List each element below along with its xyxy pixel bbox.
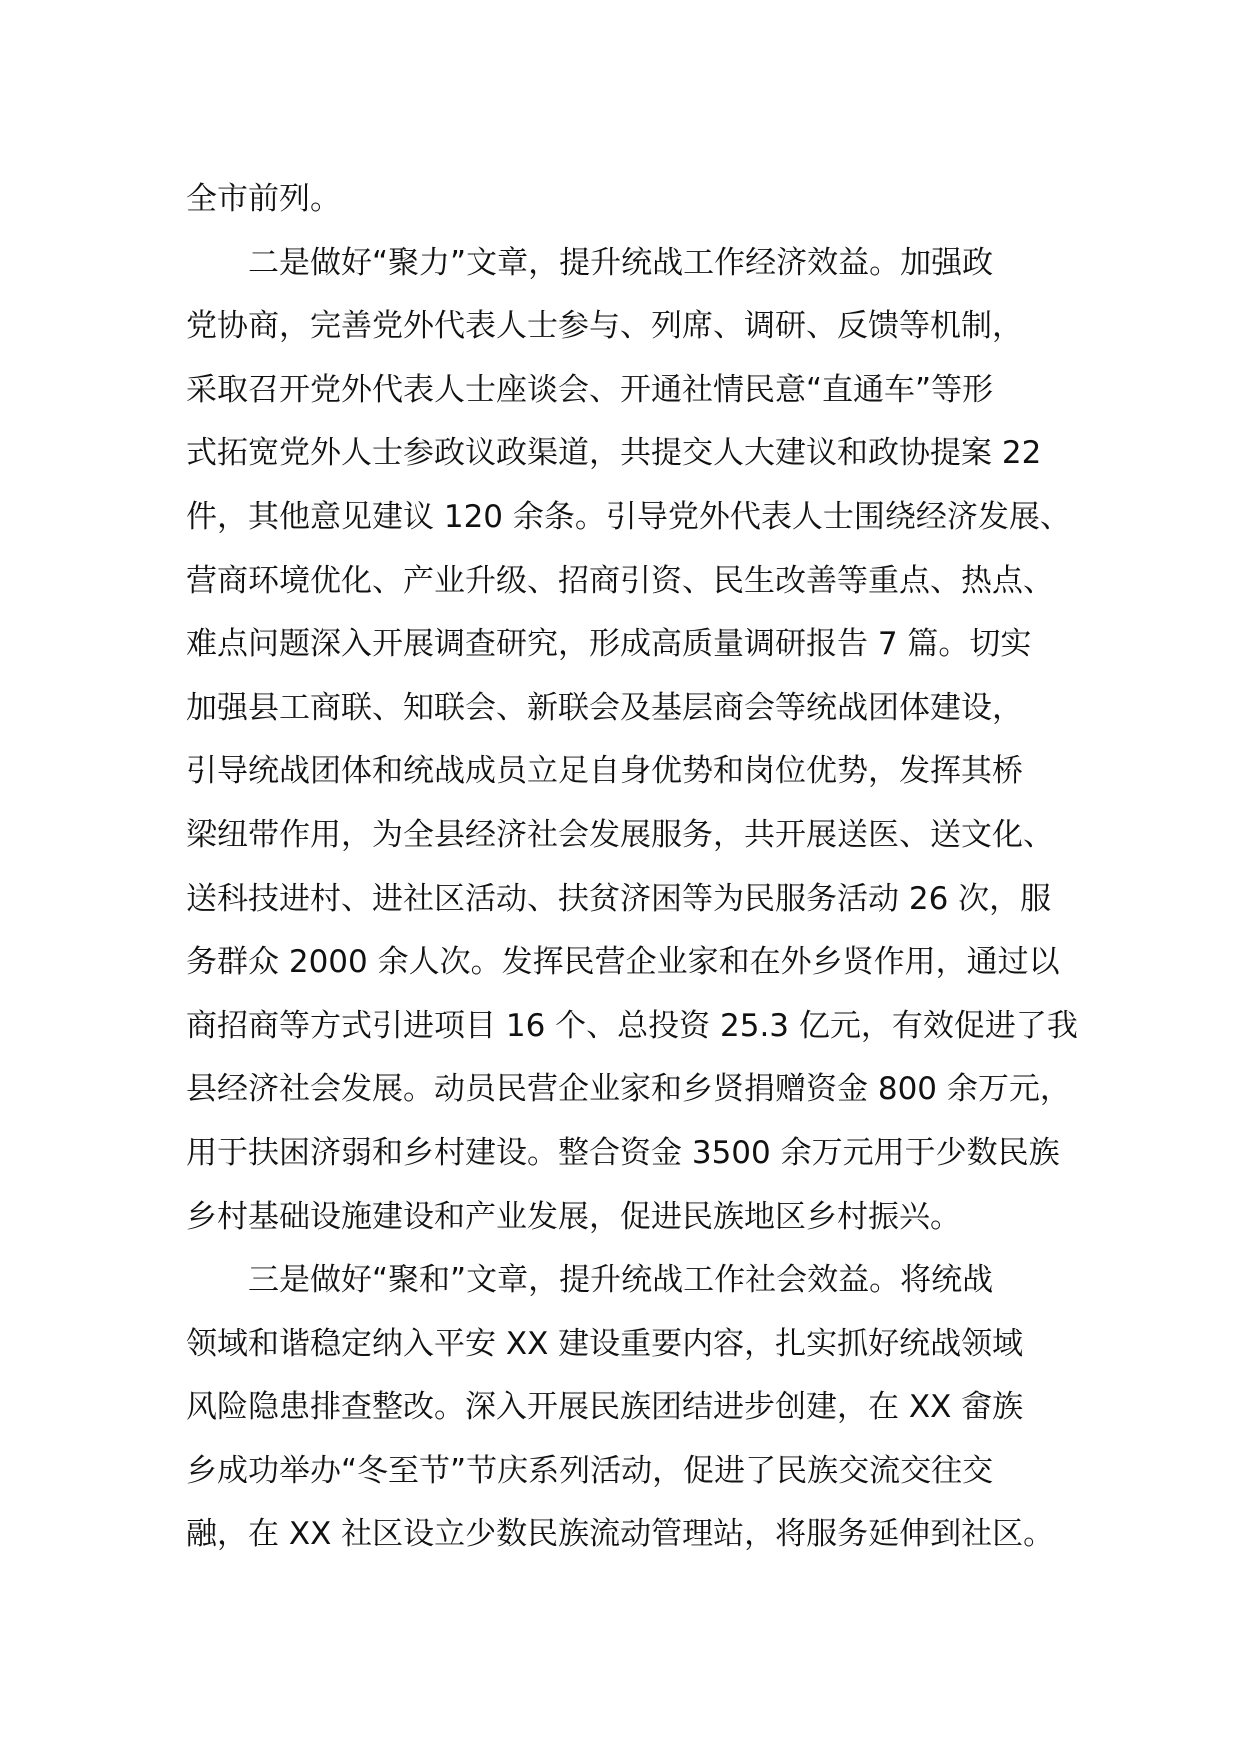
text-line: 党协商，完善党外代表人士参与、列席、调研、反馈等机制， xyxy=(186,308,1023,345)
text-line: 采取召开党外代表人士座谈会、开通社情民意“直通车”等形 xyxy=(186,371,994,408)
text-line: 难点问题深入开展调查研究，形成高质量调研报告 7 篇。切实 xyxy=(186,626,1032,663)
text-line: 二是做好“聚力”文章，提升统战工作经济效益。加强政 xyxy=(248,244,994,281)
document-body xyxy=(186,168,1086,1567)
text-line: 商招商等方式引进项目 16 个、总投资 25.3 亿元，有效促进了我 xyxy=(186,1007,1078,1044)
text-line: 营商环境优化、产业升级、招商引资、民生改善等重点、热点、 xyxy=(186,562,1054,599)
text-line: 引导统战团体和统战成员立足自身优势和岗位优势，发挥其桥 xyxy=(186,753,1023,790)
text-line: 务群众 2000 余人次。发挥民营企业家和在外乡贤作用，通过以 xyxy=(186,944,1060,981)
text-line: 全市前列。 xyxy=(186,181,341,217)
text-line: 加强县工商联、知联会、新联会及基层商会等统战团体建设， xyxy=(186,689,1023,726)
text-line: 件，其他意见建议 120 余条。引导党外代表人士围绕经济发展、 xyxy=(186,498,1071,535)
text-line: 领域和谐稳定纳入平安 XX 建设重要内容，扎实抓好统战领域 xyxy=(186,1325,1024,1362)
text-line: 乡成功举办“冬至节”节庆系列活动，促进了民族交流交往交 xyxy=(186,1452,994,1489)
text-line: 送科技进村、进社区活动、扶贫济困等为民服务活动 26 次，服 xyxy=(186,880,1052,917)
text-line: 梁纽带作用，为全县经济社会发展服务，共开展送医、送文化、 xyxy=(186,816,1054,853)
text-line: 县经济社会发展。动员民营企业家和乡贤捐赠资金 800 余万元， xyxy=(186,1071,1071,1108)
text-line: 乡村基础设施建设和产业发展，促进民族地区乡村振兴。 xyxy=(186,1198,961,1235)
text-line: 式拓宽党外人士参政议政渠道，共提交人大建议和政协提案 22 xyxy=(186,435,1042,472)
paragraph-second-point xyxy=(186,232,1086,1250)
paragraph-continuation xyxy=(186,168,1086,232)
text-line: 风险隐患排查整改。深入开展民族团结进步创建，在 XX 畲族 xyxy=(186,1389,1024,1426)
text-line: 融，在 XX 社区设立少数民族流动管理站，将服务延伸到社区。 xyxy=(186,1516,1055,1553)
text-line: 三是做好“聚和”文章，提升统战工作社会效益。将统战 xyxy=(248,1262,994,1299)
paragraph-third-point xyxy=(186,1249,1086,1567)
text-line: 用于扶困济弱和乡村建设。整合资金 3500 余万元用于少数民族 xyxy=(186,1134,1060,1171)
